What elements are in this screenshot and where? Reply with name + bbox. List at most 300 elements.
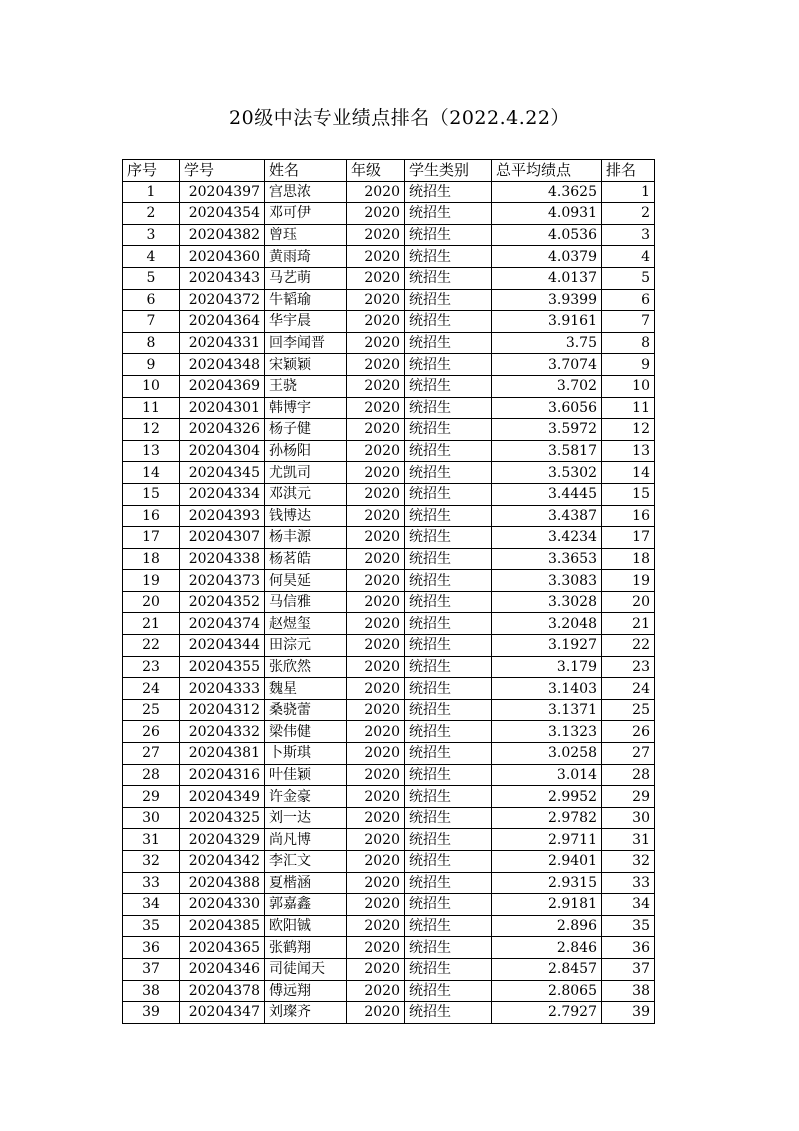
header-student-id: 学号	[180, 160, 265, 182]
cell-name: 卜斯琪	[265, 743, 347, 765]
cell-grade: 2020	[347, 397, 405, 419]
cell-student-id: 20204329	[180, 829, 265, 851]
cell-rank: 33	[602, 872, 655, 894]
cell-name: 刘一达	[265, 807, 347, 829]
cell-grade: 2020	[347, 246, 405, 268]
table-row	[123, 635, 655, 657]
cell-name: 曾珏	[265, 224, 347, 246]
cell-gpa: 3.1323	[492, 721, 602, 743]
cell-rank: 16	[602, 505, 655, 527]
table-body	[123, 181, 655, 1023]
cell-gpa: 2.846	[492, 937, 602, 959]
table-row	[123, 311, 655, 333]
cell-seq: 22	[123, 635, 180, 657]
cell-grade: 2020	[347, 203, 405, 225]
cell-category: 统招生	[405, 375, 492, 397]
cell-category: 统招生	[405, 224, 492, 246]
cell-student-id: 20204365	[180, 937, 265, 959]
cell-rank: 28	[602, 764, 655, 786]
cell-name: 桑骁蕾	[265, 699, 347, 721]
cell-seq: 1	[123, 181, 180, 203]
cell-seq: 29	[123, 786, 180, 808]
cell-rank: 36	[602, 937, 655, 959]
table-row	[123, 743, 655, 765]
cell-seq: 14	[123, 462, 180, 484]
cell-name: 郭嘉鑫	[265, 894, 347, 916]
document-title: 20级中法专业绩点排名（2022.4.22）	[229, 107, 570, 129]
cell-student-id: 20204397	[180, 181, 265, 203]
cell-category: 统招生	[405, 699, 492, 721]
cell-name: 尚凡博	[265, 829, 347, 851]
cell-student-id: 20204372	[180, 289, 265, 311]
cell-gpa: 3.4445	[492, 483, 602, 505]
cell-category: 统招生	[405, 851, 492, 873]
table-row	[123, 397, 655, 419]
cell-gpa: 2.9315	[492, 872, 602, 894]
table-row	[123, 203, 655, 225]
cell-grade: 2020	[347, 591, 405, 613]
table-row	[123, 807, 655, 829]
table-row	[123, 613, 655, 635]
cell-rank: 21	[602, 613, 655, 635]
cell-name: 赵煜玺	[265, 613, 347, 635]
cell-category: 统招生	[405, 980, 492, 1002]
table-row	[123, 958, 655, 980]
cell-seq: 6	[123, 289, 180, 311]
cell-rank: 5	[602, 267, 655, 289]
cell-category: 统招生	[405, 786, 492, 808]
table-row	[123, 937, 655, 959]
cell-name: 韩博宇	[265, 397, 347, 419]
cell-rank: 29	[602, 786, 655, 808]
table-row	[123, 462, 655, 484]
cell-gpa: 2.8065	[492, 980, 602, 1002]
cell-name: 华宇晨	[265, 311, 347, 333]
cell-rank: 8	[602, 332, 655, 354]
cell-student-id: 20204343	[180, 267, 265, 289]
cell-category: 统招生	[405, 1002, 492, 1024]
table-row	[123, 505, 655, 527]
table-header-row	[123, 160, 655, 182]
cell-student-id: 20204346	[180, 958, 265, 980]
table-row	[123, 527, 655, 549]
table-row	[123, 224, 655, 246]
cell-category: 统招生	[405, 915, 492, 937]
cell-category: 统招生	[405, 613, 492, 635]
cell-name: 刘璨齐	[265, 1002, 347, 1024]
cell-category: 统招生	[405, 678, 492, 700]
cell-name: 邓淇元	[265, 483, 347, 505]
cell-grade: 2020	[347, 678, 405, 700]
cell-rank: 26	[602, 721, 655, 743]
cell-seq: 27	[123, 743, 180, 765]
cell-category: 统招生	[405, 483, 492, 505]
cell-seq: 28	[123, 764, 180, 786]
cell-grade: 2020	[347, 721, 405, 743]
cell-gpa: 4.0379	[492, 246, 602, 268]
cell-student-id: 20204369	[180, 375, 265, 397]
cell-seq: 34	[123, 894, 180, 916]
cell-rank: 11	[602, 397, 655, 419]
cell-category: 统招生	[405, 894, 492, 916]
table-row	[123, 181, 655, 203]
cell-student-id: 20204382	[180, 224, 265, 246]
cell-rank: 17	[602, 527, 655, 549]
table-row	[123, 678, 655, 700]
cell-rank: 25	[602, 699, 655, 721]
cell-student-id: 20204347	[180, 1002, 265, 1024]
cell-seq: 2	[123, 203, 180, 225]
cell-category: 统招生	[405, 289, 492, 311]
cell-category: 统招生	[405, 721, 492, 743]
cell-seq: 21	[123, 613, 180, 635]
cell-grade: 2020	[347, 743, 405, 765]
table-row	[123, 267, 655, 289]
cell-seq: 7	[123, 311, 180, 333]
cell-seq: 3	[123, 224, 180, 246]
cell-rank: 37	[602, 958, 655, 980]
cell-seq: 39	[123, 1002, 180, 1024]
table-row	[123, 699, 655, 721]
cell-seq: 16	[123, 505, 180, 527]
cell-category: 统招生	[405, 591, 492, 613]
cell-student-id: 20204388	[180, 872, 265, 894]
cell-name: 何昊延	[265, 570, 347, 592]
cell-grade: 2020	[347, 894, 405, 916]
cell-seq: 25	[123, 699, 180, 721]
cell-category: 统招生	[405, 872, 492, 894]
cell-student-id: 20204332	[180, 721, 265, 743]
cell-name: 田淙元	[265, 635, 347, 657]
cell-student-id: 20204326	[180, 419, 265, 441]
cell-student-id: 20204325	[180, 807, 265, 829]
cell-student-id: 20204301	[180, 397, 265, 419]
cell-student-id: 20204393	[180, 505, 265, 527]
cell-name: 孙杨阳	[265, 440, 347, 462]
cell-gpa: 3.5817	[492, 440, 602, 462]
cell-name: 马艺萌	[265, 267, 347, 289]
cell-seq: 32	[123, 851, 180, 873]
cell-grade: 2020	[347, 289, 405, 311]
cell-gpa: 4.0931	[492, 203, 602, 225]
cell-name: 回李闻晋	[265, 332, 347, 354]
cell-grade: 2020	[347, 764, 405, 786]
cell-grade: 2020	[347, 570, 405, 592]
cell-student-id: 20204364	[180, 311, 265, 333]
header-seq: 序号	[123, 160, 180, 182]
cell-name: 许金豪	[265, 786, 347, 808]
cell-student-id: 20204360	[180, 246, 265, 268]
table-row	[123, 656, 655, 678]
cell-rank: 9	[602, 354, 655, 376]
cell-name: 张鹤翔	[265, 937, 347, 959]
cell-gpa: 3.7074	[492, 354, 602, 376]
cell-rank: 7	[602, 311, 655, 333]
cell-grade: 2020	[347, 829, 405, 851]
cell-seq: 8	[123, 332, 180, 354]
cell-rank: 39	[602, 1002, 655, 1024]
cell-category: 统招生	[405, 505, 492, 527]
cell-student-id: 20204381	[180, 743, 265, 765]
cell-category: 统招生	[405, 527, 492, 549]
cell-grade: 2020	[347, 635, 405, 657]
table-row	[123, 570, 655, 592]
cell-rank: 27	[602, 743, 655, 765]
table-row	[123, 786, 655, 808]
cell-student-id: 20204374	[180, 613, 265, 635]
cell-name: 马信雅	[265, 591, 347, 613]
cell-rank: 2	[602, 203, 655, 225]
cell-grade: 2020	[347, 937, 405, 959]
cell-gpa: 2.9401	[492, 851, 602, 873]
cell-grade: 2020	[347, 267, 405, 289]
cell-gpa: 3.5972	[492, 419, 602, 441]
table-row	[123, 894, 655, 916]
cell-category: 统招生	[405, 829, 492, 851]
cell-grade: 2020	[347, 699, 405, 721]
cell-student-id: 20204330	[180, 894, 265, 916]
cell-gpa: 3.4234	[492, 527, 602, 549]
cell-category: 统招生	[405, 548, 492, 570]
cell-grade: 2020	[347, 980, 405, 1002]
cell-seq: 37	[123, 958, 180, 980]
cell-seq: 24	[123, 678, 180, 700]
cell-grade: 2020	[347, 1002, 405, 1024]
cell-gpa: 2.9782	[492, 807, 602, 829]
cell-grade: 2020	[347, 527, 405, 549]
cell-name: 宫思浓	[265, 181, 347, 203]
cell-grade: 2020	[347, 332, 405, 354]
cell-rank: 35	[602, 915, 655, 937]
cell-gpa: 3.1927	[492, 635, 602, 657]
cell-category: 统招生	[405, 656, 492, 678]
cell-category: 统招生	[405, 332, 492, 354]
header-name: 姓名	[265, 160, 347, 182]
cell-category: 统招生	[405, 570, 492, 592]
cell-grade: 2020	[347, 440, 405, 462]
cell-category: 统招生	[405, 958, 492, 980]
cell-seq: 15	[123, 483, 180, 505]
cell-gpa: 4.0536	[492, 224, 602, 246]
cell-rank: 34	[602, 894, 655, 916]
cell-student-id: 20204334	[180, 483, 265, 505]
cell-grade: 2020	[347, 483, 405, 505]
cell-grade: 2020	[347, 613, 405, 635]
cell-gpa: 2.9711	[492, 829, 602, 851]
cell-student-id: 20204349	[180, 786, 265, 808]
cell-student-id: 20204316	[180, 764, 265, 786]
cell-gpa: 3.6056	[492, 397, 602, 419]
cell-name: 钱博达	[265, 505, 347, 527]
table-row	[123, 548, 655, 570]
cell-category: 统招生	[405, 937, 492, 959]
cell-name: 叶佳颖	[265, 764, 347, 786]
cell-gpa: 2.9952	[492, 786, 602, 808]
cell-name: 司徒闻天	[265, 958, 347, 980]
table-row	[123, 483, 655, 505]
cell-category: 统招生	[405, 807, 492, 829]
cell-seq: 13	[123, 440, 180, 462]
cell-grade: 2020	[347, 375, 405, 397]
table-row	[123, 980, 655, 1002]
cell-grade: 2020	[347, 548, 405, 570]
cell-name: 魏星	[265, 678, 347, 700]
cell-seq: 20	[123, 591, 180, 613]
cell-category: 统招生	[405, 203, 492, 225]
cell-gpa: 3.1371	[492, 699, 602, 721]
cell-name: 尤凯司	[265, 462, 347, 484]
cell-seq: 26	[123, 721, 180, 743]
table-row	[123, 721, 655, 743]
cell-name: 欧阳铖	[265, 915, 347, 937]
cell-student-id: 20204342	[180, 851, 265, 873]
cell-grade: 2020	[347, 354, 405, 376]
cell-gpa: 3.3653	[492, 548, 602, 570]
cell-rank: 14	[602, 462, 655, 484]
cell-category: 统招生	[405, 267, 492, 289]
cell-gpa: 3.0258	[492, 743, 602, 765]
cell-student-id: 20204344	[180, 635, 265, 657]
header-rank: 排名	[602, 160, 655, 182]
cell-category: 统招生	[405, 635, 492, 657]
cell-category: 统招生	[405, 419, 492, 441]
cell-rank: 4	[602, 246, 655, 268]
table-row	[123, 591, 655, 613]
cell-category: 统招生	[405, 181, 492, 203]
cell-gpa: 3.9161	[492, 311, 602, 333]
cell-student-id: 20204373	[180, 570, 265, 592]
cell-student-id: 20204355	[180, 656, 265, 678]
cell-gpa: 3.2048	[492, 613, 602, 635]
cell-gpa: 3.014	[492, 764, 602, 786]
cell-grade: 2020	[347, 786, 405, 808]
table-row	[123, 915, 655, 937]
ranking-table	[122, 159, 655, 1024]
cell-rank: 31	[602, 829, 655, 851]
cell-seq: 36	[123, 937, 180, 959]
cell-rank: 18	[602, 548, 655, 570]
cell-seq: 17	[123, 527, 180, 549]
cell-grade: 2020	[347, 505, 405, 527]
cell-gpa: 3.3028	[492, 591, 602, 613]
table-row	[123, 829, 655, 851]
cell-category: 统招生	[405, 743, 492, 765]
cell-rank: 3	[602, 224, 655, 246]
cell-student-id: 20204354	[180, 203, 265, 225]
table-row	[123, 872, 655, 894]
cell-seq: 18	[123, 548, 180, 570]
cell-rank: 20	[602, 591, 655, 613]
table-row	[123, 1002, 655, 1024]
cell-grade: 2020	[347, 872, 405, 894]
cell-category: 统招生	[405, 311, 492, 333]
cell-grade: 2020	[347, 462, 405, 484]
cell-grade: 2020	[347, 851, 405, 873]
cell-seq: 19	[123, 570, 180, 592]
cell-name: 杨丰源	[265, 527, 347, 549]
cell-gpa: 2.9181	[492, 894, 602, 916]
cell-category: 统招生	[405, 354, 492, 376]
cell-gpa: 4.0137	[492, 267, 602, 289]
cell-name: 杨子健	[265, 419, 347, 441]
cell-grade: 2020	[347, 181, 405, 203]
cell-seq: 38	[123, 980, 180, 1002]
cell-seq: 35	[123, 915, 180, 937]
table-row	[123, 375, 655, 397]
cell-rank: 24	[602, 678, 655, 700]
cell-rank: 12	[602, 419, 655, 441]
cell-gpa: 3.75	[492, 332, 602, 354]
cell-grade: 2020	[347, 419, 405, 441]
cell-name: 梁伟健	[265, 721, 347, 743]
cell-student-id: 20204345	[180, 462, 265, 484]
cell-name: 李汇文	[265, 851, 347, 873]
cell-gpa: 3.702	[492, 375, 602, 397]
cell-gpa: 3.9399	[492, 289, 602, 311]
table-row	[123, 764, 655, 786]
cell-gpa: 4.3625	[492, 181, 602, 203]
cell-rank: 6	[602, 289, 655, 311]
table-row	[123, 354, 655, 376]
cell-grade: 2020	[347, 311, 405, 333]
table-row	[123, 851, 655, 873]
cell-name: 夏楷涵	[265, 872, 347, 894]
cell-student-id: 20204352	[180, 591, 265, 613]
cell-student-id: 20204348	[180, 354, 265, 376]
cell-rank: 23	[602, 656, 655, 678]
header-gpa: 总平均绩点	[492, 160, 602, 182]
cell-gpa: 3.1403	[492, 678, 602, 700]
cell-category: 统招生	[405, 764, 492, 786]
table-row	[123, 440, 655, 462]
cell-grade: 2020	[347, 915, 405, 937]
cell-student-id: 20204333	[180, 678, 265, 700]
cell-grade: 2020	[347, 958, 405, 980]
cell-grade: 2020	[347, 656, 405, 678]
cell-rank: 38	[602, 980, 655, 1002]
cell-student-id: 20204307	[180, 527, 265, 549]
cell-name: 牛韬瑜	[265, 289, 347, 311]
cell-category: 统招生	[405, 440, 492, 462]
header-category: 学生类别	[405, 160, 492, 182]
cell-category: 统招生	[405, 397, 492, 419]
table-row	[123, 419, 655, 441]
cell-seq: 12	[123, 419, 180, 441]
cell-seq: 31	[123, 829, 180, 851]
cell-rank: 15	[602, 483, 655, 505]
cell-name: 邓可伊	[265, 203, 347, 225]
cell-rank: 10	[602, 375, 655, 397]
cell-seq: 4	[123, 246, 180, 268]
cell-seq: 33	[123, 872, 180, 894]
cell-seq: 23	[123, 656, 180, 678]
cell-gpa: 3.179	[492, 656, 602, 678]
cell-name: 傅远翔	[265, 980, 347, 1002]
table-row	[123, 332, 655, 354]
cell-gpa: 2.896	[492, 915, 602, 937]
cell-rank: 1	[602, 181, 655, 203]
cell-grade: 2020	[347, 807, 405, 829]
cell-gpa: 3.3083	[492, 570, 602, 592]
cell-rank: 22	[602, 635, 655, 657]
cell-rank: 19	[602, 570, 655, 592]
cell-seq: 30	[123, 807, 180, 829]
cell-gpa: 2.7927	[492, 1002, 602, 1024]
cell-seq: 9	[123, 354, 180, 376]
cell-name: 张欣然	[265, 656, 347, 678]
cell-rank: 30	[602, 807, 655, 829]
header-grade: 年级	[347, 160, 405, 182]
